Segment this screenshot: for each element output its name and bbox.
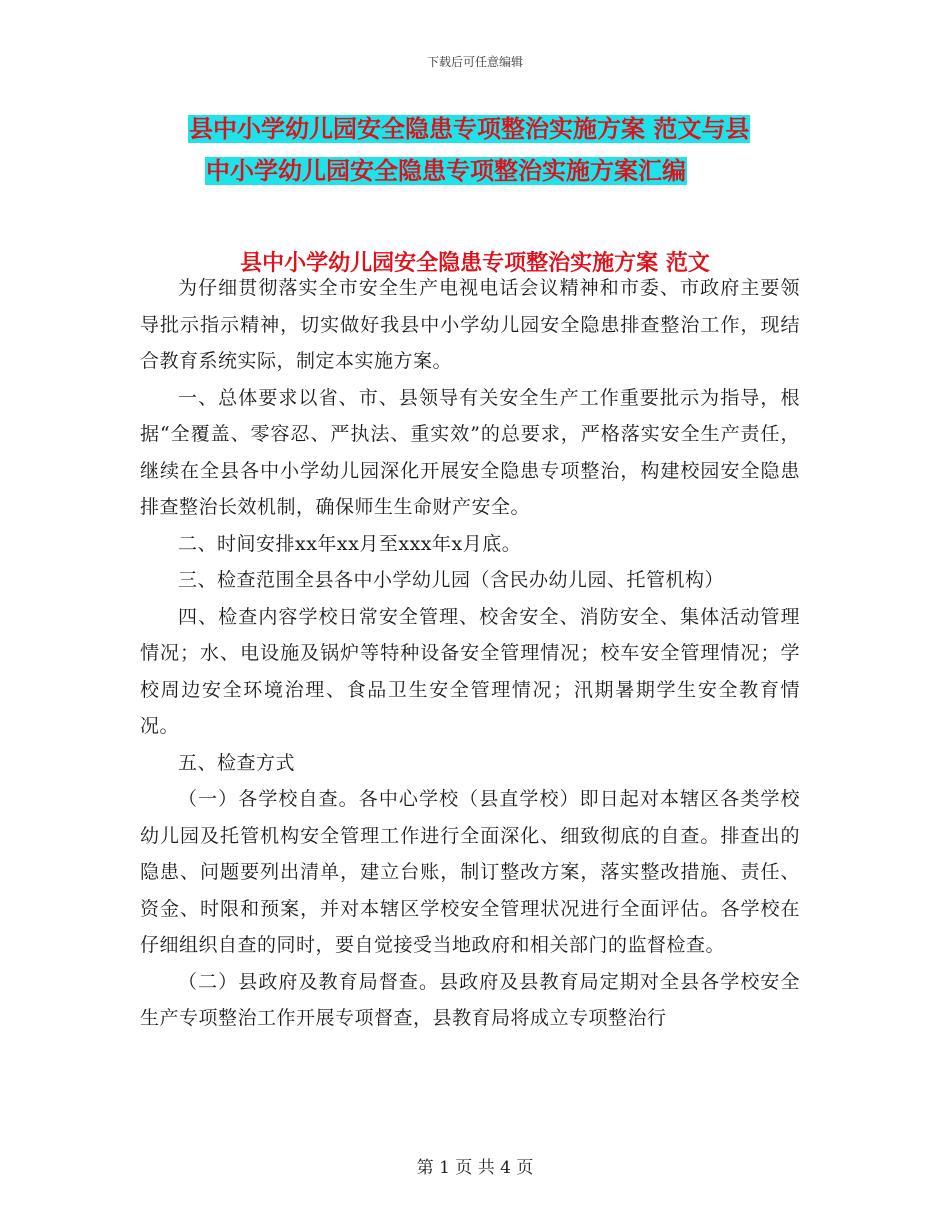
paragraph-general-requirements: 一、总体要求以省、市、县领导有关安全生产工作重要批示为指导，根据“全覆盖、零容忍、严执法、重实效”的总要求，严格落实安全生产责任，继续在全县各中小学幼儿园深化开展安全隐患专项整治，构建校园安全隐患排查整治长效机制，确保师生生命财产安全。 xyxy=(140,386,800,518)
section-title: 县中小学幼儿园安全隐患专项整治实施方案 范文 xyxy=(240,251,710,276)
paragraph-scope: 三、检查范围全县各中小学幼儿园（含民办幼儿园、托管机构） xyxy=(178,569,725,591)
paragraph-self-check: （一）各学校自查。各中心学校（县直学校）即日起对本辖区各类学校幼儿园及托管机构安全管理工作进行全面深化、细致彻底的自查。排查出的隐患、问题要列出清单，建立台账，制订整改方案，落实整改措施、责任、资金、时限和预案，并对本辖区学校安全管理状况进行全面评估。各学校在仔细组织自查的同时，要自觉接受当地政府和相关部门的监督检查。 xyxy=(140,788,800,956)
paragraph-methods-heading: 五、检查方式 xyxy=(178,751,296,774)
paragraph-intro: 为仔细贯彻落实全市安全生产电视电话会议精神和市委、市政府主要领导批示指示精神，切实做好我县中小学幼儿园安全隐患排查整治工作，现结合教育系统实际，制定本实施方案。 xyxy=(140,277,800,372)
paragraph-contents: 四、检查内容学校日常安全管理、校舍安全、消防安全、集体活动管理情况；水、电设施及锅炉等特种设备安全管理情况；校车安全管理情况；学校周边安全环境治理、食品卫生安全管理情况；汛期暑期学生安全教育情况。 xyxy=(140,605,800,737)
page-header-note: 下载后可任意编辑 xyxy=(426,55,523,69)
paragraph-schedule: 二、时间安排xx年xx月至xxx年x月底。 xyxy=(178,532,522,555)
title-line-1: 县中小学幼儿园安全隐患专项整治实施方案 范文与县 xyxy=(189,115,750,143)
document-title xyxy=(140,108,840,192)
paragraph-supervision: （二）县政府及教育局督查。县政府及县教育局定期对全县各学校安全生产专项整治工作开展专项督查，县教育局将成立专项整治行 xyxy=(140,970,800,1029)
document-body xyxy=(140,270,800,1037)
title-line-2: 中小学幼儿园安全隐患专项整治实施方案汇编 xyxy=(206,157,686,185)
page-number-footer: 第 1 页 共 4 页 xyxy=(416,1158,534,1178)
